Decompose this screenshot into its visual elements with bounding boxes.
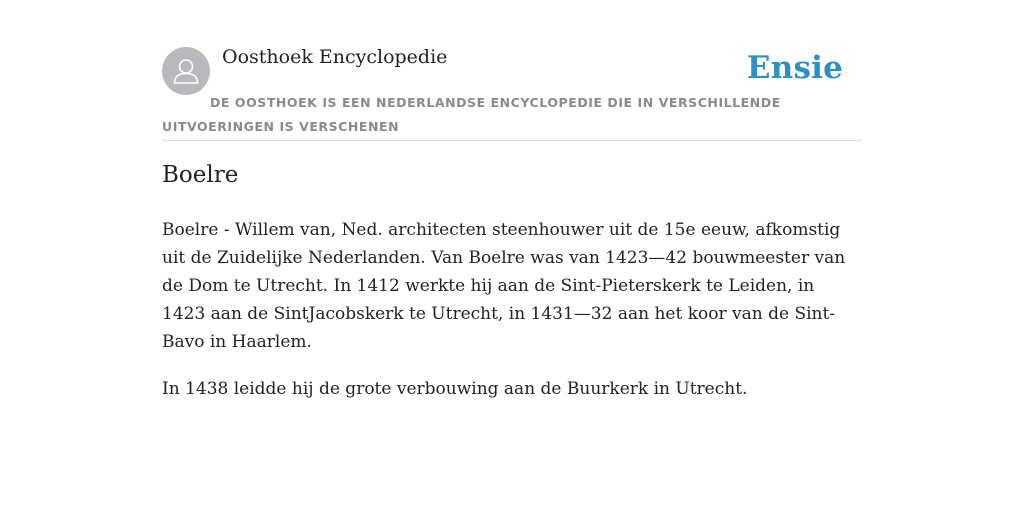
source-header <box>162 0 862 141</box>
source-tagline: DE OOSTHOEK IS EEN NEDERLANDSE ENCYCLOPEDIE DIE IN VERSCHILLENDE UITVOERINGEN IS VERSCHENEN <box>162 95 781 134</box>
brand-logo[interactable]: Ensie <box>746 50 843 86</box>
article-body <box>162 216 862 422</box>
source-name[interactable]: Oosthoek Encyclopedie <box>222 46 448 68</box>
page-container <box>162 0 862 399</box>
article-paragraph: In 1438 leidde hij de grote verbouwing aan de Buurkerk in Utrecht. <box>162 379 748 399</box>
source-avatar[interactable] <box>162 47 210 95</box>
user-icon <box>162 47 210 95</box>
article-title: Boelre <box>162 162 239 188</box>
article-paragraph: Boelre - Willem van, Ned. architecten steenhouwer uit de 15e eeuw, afkomstig uit de Zuidelijke Nederlanden. Van Boelre was van 1423—42 bouwmeester van de Dom te Utrecht. In 1412 werkte hij aan de Sint-Pieterskerk te Leiden, in 1423 aan de SintJacobskerk te Utrecht, in 1431—32 aan het koor van de Sint-Bavo in Haarlem. <box>162 220 846 352</box>
